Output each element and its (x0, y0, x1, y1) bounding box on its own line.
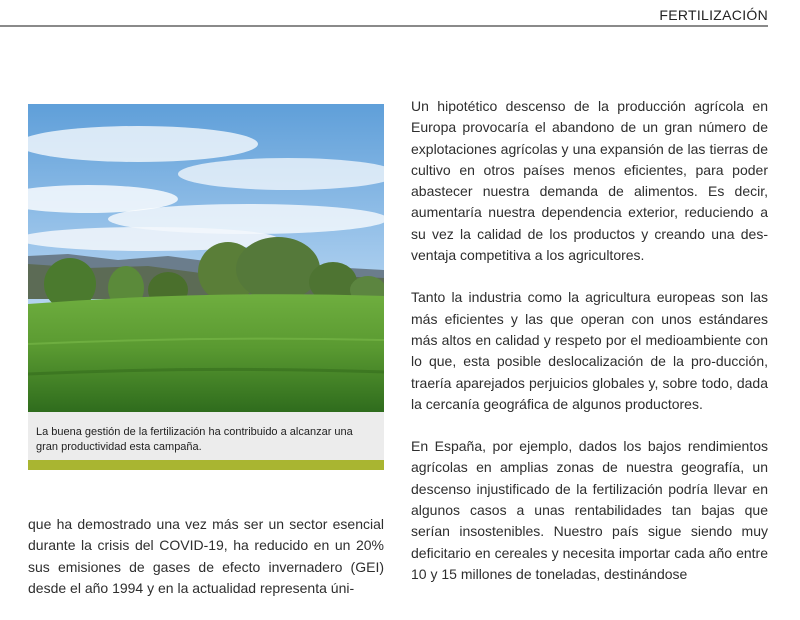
landscape-photo-icon (28, 104, 384, 412)
right-paragraph-3: En España, por ejemplo, dados los bajos rendimientos agrícolas en amplias zonas de nuestra geografía, un descenso injustificado de la fertilización podría llevar en algunos casos a unas rentabilidades tan bajas que serían insostenibles. Nuestro país sigue siendo muy deficitario en cereales y necesita importar cada año entre 10 y 15 millones de toneladas, destinándose (411, 438, 768, 582)
header-divider (0, 25, 768, 27)
field-photo (28, 104, 384, 412)
right-column (411, 96, 768, 606)
photo-caption: La buena gestión de la fertilización ha contribuido a alcanzar una gran productividad esta campaña. (36, 426, 353, 453)
photo-caption-box (28, 412, 384, 460)
right-paragraph-2: Tanto la industria como la agricultura europeas son las más eficientes y las que operan con unos estándares más altos en calidad y respeto por el medioambiente con lo que, esta posible deslocalización de la pro-ducción, traería aparejados perjuicios globales y, sobre todo, dada la cercanía geográfica de algunos productores. (411, 289, 768, 412)
caption-accent-bar (28, 460, 384, 470)
left-column (28, 514, 384, 620)
right-paragraph-1: Un hipotético descenso de la producción agrícola en Europa provocaría el abandono de un gran número de explotaciones agrícolas y una expansión de las tierras de cultivo en otros países menos eficientes, para poder abastecer nuestra demanda de alimentos. Es decir, aumentaría nuestra dependencia exterior, reduciendo a su vez la calidad de los productos y creando una des-ventaja competitiva a los agricultores. (411, 98, 768, 264)
left-paragraph-1: que ha demostrado una vez más ser un sector esencial durante la crisis del COVID-19, ha reducido en un 20% sus emisiones de gases de efecto invernadero (GEI) desde el año 1994 y en la actualidad representa úni- (28, 516, 384, 596)
section-title: FERTILIZACIÓN (659, 7, 768, 23)
